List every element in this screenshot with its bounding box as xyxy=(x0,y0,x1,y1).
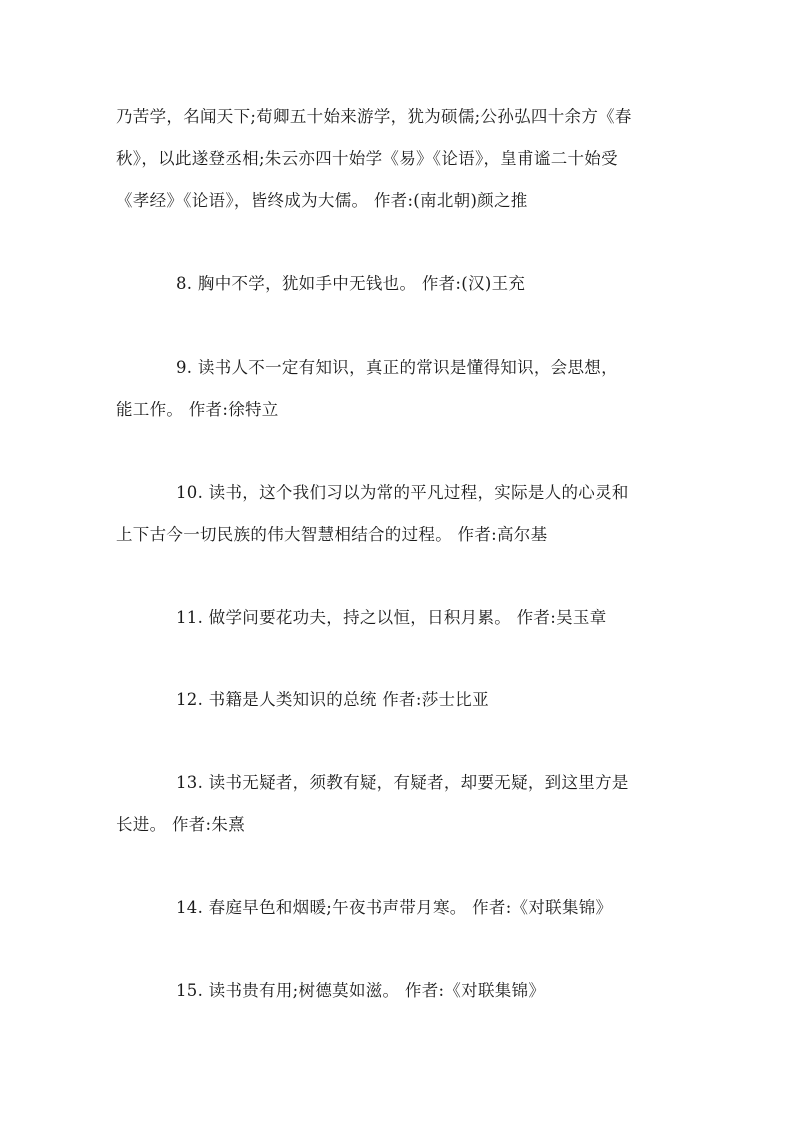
quote-8: 8. 胸中不学，犹如手中无钱也。 作者:(汉)王充 xyxy=(176,274,526,293)
quote-15: 15. 读书贵有用;树德莫如滋。 作者:《对联集锦》 xyxy=(176,981,546,1000)
text-line: 上下古今一切民族的伟大智慧相结合的过程。 作者:高尔基 xyxy=(116,525,548,544)
text-line: 能工作。 作者:徐特立 xyxy=(116,400,279,419)
quote-11: 11. 做学问要花功夫，持之以恒，日积月累。 作者:吴玉章 xyxy=(176,608,607,627)
text-line: 《孝经》《论语》，皆终成为大儒。 作者:(南北朝)颜之推 xyxy=(116,191,528,210)
quote-12: 12. 书籍是人类知识的总统 作者:莎士比亚 xyxy=(176,690,489,709)
quote-13: 13. 读书无疑者，须教有疑，有疑者，却要无疑，到这里方是 xyxy=(176,773,629,792)
text-line: 长进。 作者:朱熹 xyxy=(116,815,246,834)
text-line: 乃苦学，名闻天下;荀卿五十始来游学，犹为硕儒;公孙弘四十余方《春 xyxy=(116,107,632,126)
quote-9: 9. 读书人不一定有知识，真正的常识是懂得知识，会思想， xyxy=(176,358,618,377)
quote-14: 14. 春庭早色和烟暖;午夜书声带月寒。 作者:《对联集锦》 xyxy=(176,898,613,917)
text-line: 秋》，以此遂登丞相;朱云亦四十始学《易》《论语》，皇甫谧二十始受 xyxy=(116,149,618,168)
quote-10: 10. 读书，这个我们习以为常的平凡过程，实际是人的心灵和 xyxy=(176,483,629,502)
